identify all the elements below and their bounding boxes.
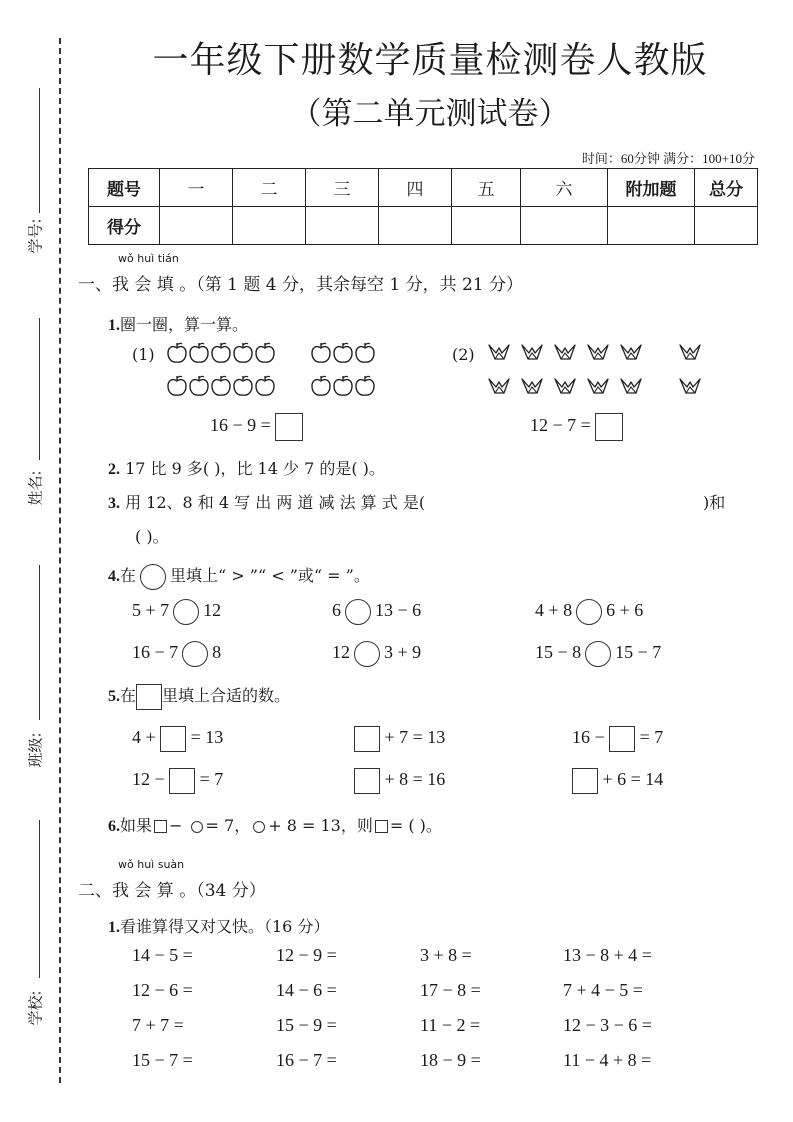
q1-eq2 <box>530 413 623 441</box>
score-cell[interactable] <box>695 207 758 245</box>
apple-icon <box>254 341 276 365</box>
answer-box[interactable] <box>354 726 380 752</box>
time-info: 时间：60分钟 满分：100+10分 <box>581 151 755 166</box>
apple-icon <box>166 374 188 398</box>
calc-item: 17 − 8 = <box>420 980 481 1000</box>
school-label: 学校: <box>26 990 45 1026</box>
paper-crane-icon <box>521 343 543 363</box>
calc-item: 14 − 6 = <box>276 980 337 1000</box>
calc-item: 12 − 9 = <box>276 945 337 965</box>
header-cell: 附加题 <box>608 169 695 207</box>
answer-box[interactable] <box>160 726 186 752</box>
apple-icon <box>354 374 376 398</box>
fill-right: = 7 <box>199 769 224 790</box>
q2-number: 2. <box>108 461 120 478</box>
paper-crane-icon <box>679 377 701 397</box>
fill-right: + 8 = 16 <box>384 769 446 790</box>
header-cell: 四 <box>379 169 452 207</box>
calc-item: 18 − 9 = <box>420 1050 481 1070</box>
q3-text-end: )和 <box>703 493 726 512</box>
paper-crane-icon <box>554 377 576 397</box>
compare-circle[interactable] <box>345 599 371 625</box>
fill-right: + 7 = 13 <box>384 727 446 748</box>
q1-prompt <box>108 312 248 335</box>
q2 <box>108 456 385 479</box>
q1-part2-label: (2) <box>452 345 475 364</box>
q5-number: 5. <box>108 688 120 705</box>
score-table-score-row <box>89 207 758 245</box>
q6-text: = 7， <box>205 816 251 835</box>
student-no-line <box>39 88 40 213</box>
score-cell[interactable] <box>306 207 379 245</box>
q3-line2: ( )。 <box>135 527 169 546</box>
compare-right: 13 − 6 <box>375 600 422 621</box>
answer-box[interactable] <box>169 768 195 794</box>
compare-circle[interactable] <box>576 599 602 625</box>
compare-item <box>132 641 221 667</box>
apple-icon <box>210 374 232 398</box>
apple-icon <box>210 341 232 365</box>
school-line <box>39 820 40 978</box>
apple-icon <box>254 374 276 398</box>
header-cell: 二 <box>233 169 306 207</box>
paper-crane-icon <box>488 343 510 363</box>
compare-left: 12 <box>332 642 350 663</box>
circle-symbol <box>253 821 265 833</box>
student-no-label: 学号: <box>26 218 45 254</box>
q1-eq1-text: 16 − 9 = <box>210 415 271 436</box>
box-symbol <box>136 684 162 710</box>
name-line <box>39 318 40 460</box>
fill-item <box>132 726 223 752</box>
apple-group-row2 <box>166 374 376 398</box>
apple-icon <box>332 374 354 398</box>
q1-part1-label: (1) <box>132 345 155 364</box>
fill-item <box>354 768 445 794</box>
calc-item: 7 + 4 − 5 = <box>563 980 643 1000</box>
score-cell[interactable] <box>160 207 233 245</box>
compare-circle[interactable] <box>585 641 611 667</box>
header-cell: 六 <box>521 169 608 207</box>
q3 <box>108 490 425 513</box>
crane-group-row1 <box>488 342 712 363</box>
compare-item <box>332 641 421 667</box>
apple-icon <box>232 341 254 365</box>
page-subtitle: （第二单元测试卷） <box>290 96 570 132</box>
s2-q1-number: 1. <box>108 919 120 936</box>
header-cell: 一 <box>160 169 233 207</box>
compare-item <box>535 599 643 625</box>
apple-icon <box>188 341 210 365</box>
compare-right: 12 <box>203 600 222 621</box>
score-cell[interactable] <box>608 207 695 245</box>
apple-icon <box>166 341 188 365</box>
header-cell: 五 <box>452 169 521 207</box>
fill-right: + 6 = 14 <box>602 769 664 790</box>
apple-icon <box>310 341 332 365</box>
compare-item <box>132 599 221 625</box>
compare-left: 16 − 7 <box>132 642 179 663</box>
apple-icon <box>188 374 210 398</box>
q4-number: 4. <box>108 568 120 585</box>
square-symbol <box>375 820 388 833</box>
answer-box[interactable] <box>354 768 380 794</box>
score-cell[interactable] <box>452 207 521 245</box>
calc-item: 15 − 7 = <box>132 1050 193 1070</box>
q2-text: 17 比 9 多( )，比 14 少 7 的是( )。 <box>125 459 385 478</box>
crane-group-row2 <box>488 376 712 397</box>
q5-prompt <box>108 683 290 710</box>
apple-icon <box>232 374 254 398</box>
q6-text: + 8 = 13，则 <box>268 816 373 835</box>
paper-crane-icon <box>521 377 543 397</box>
apple-icon <box>332 341 354 365</box>
answer-box[interactable] <box>275 413 303 441</box>
fill-left: 16 − <box>572 727 605 748</box>
compare-item <box>332 599 421 625</box>
score-table <box>88 168 758 245</box>
q5-text-b: 里填上合适的数。 <box>162 686 291 705</box>
compare-left: 6 <box>332 600 341 621</box>
page-title: 一年级下册数学质量检测卷人教版 <box>152 40 708 81</box>
q1-eq1 <box>210 413 303 441</box>
paper-crane-icon <box>620 377 642 397</box>
compare-item <box>535 641 661 667</box>
calc-item: 11 − 4 + 8 = <box>563 1050 652 1070</box>
q5-text-a: 在 <box>120 686 137 705</box>
section2-pinyin: wǒ huì suàn <box>118 858 185 871</box>
header-cell: 总分 <box>695 169 758 207</box>
q4-text-a: 在 <box>120 566 137 585</box>
q6-number: 6. <box>108 818 120 835</box>
class-line <box>39 565 40 720</box>
name-label: 姓名: <box>26 470 45 506</box>
q4-text-b: 里填上“ > ”“ < ”或“ = ”。 <box>170 566 370 585</box>
score-cell[interactable] <box>233 207 306 245</box>
paper-crane-icon <box>587 343 609 363</box>
q3-text: 用 12、8 和 4 写 出 两 道 减 法 算 式 是( <box>125 493 426 512</box>
compare-circle[interactable] <box>354 641 380 667</box>
calc-item: 15 − 9 = <box>276 1015 337 1035</box>
row-label-cell: 得分 <box>89 207 160 245</box>
compare-right: 3 + 9 <box>384 642 422 663</box>
class-label: 班级: <box>26 732 45 768</box>
header-cell: 题号 <box>89 169 160 207</box>
compare-left: 5 + 7 <box>132 600 170 621</box>
fill-item <box>132 768 223 794</box>
s2-q1-prompt <box>108 914 329 937</box>
answer-box[interactable] <box>572 768 598 794</box>
apple-group-row1 <box>166 341 376 365</box>
paper-crane-icon <box>620 343 642 363</box>
score-table-header-row <box>89 169 758 207</box>
calc-item: 3 + 8 = <box>420 945 472 965</box>
q6 <box>108 813 442 836</box>
q6-text: = ( )。 <box>389 816 442 835</box>
fill-item <box>354 726 445 752</box>
section2-title: 二、我 会 算 。（34 分） <box>78 881 266 901</box>
binding-dashed-line <box>59 38 61 1083</box>
calc-item: 11 − 2 = <box>420 1015 481 1035</box>
q6-text: 如果 <box>120 816 153 835</box>
section1-pinyin: wǒ huì tián <box>118 252 179 265</box>
apple-icon <box>310 374 332 398</box>
header-cell: 三 <box>306 169 379 207</box>
compare-left: 4 + 8 <box>535 600 573 621</box>
q1-eq2-text: 12 − 7 = <box>530 415 591 436</box>
fill-item <box>572 768 663 794</box>
compare-left: 15 − 8 <box>535 642 582 663</box>
q3-number: 3. <box>108 495 120 512</box>
q4-prompt <box>108 563 370 590</box>
answer-box[interactable] <box>609 726 635 752</box>
fill-right: = 13 <box>190 727 224 748</box>
paper-crane-icon <box>488 377 510 397</box>
calc-item: 7 + 7 = <box>132 1015 184 1035</box>
score-cell[interactable] <box>521 207 608 245</box>
calc-item: 12 − 3 − 6 = <box>563 1015 652 1035</box>
compare-right: 15 − 7 <box>615 642 662 663</box>
calc-item: 16 − 7 = <box>276 1050 337 1070</box>
score-cell[interactable] <box>379 207 452 245</box>
compare-circle[interactable] <box>182 641 208 667</box>
compare-right: 8 <box>212 642 222 663</box>
fill-left: 12 − <box>132 769 165 790</box>
compare-right: 6 + 6 <box>606 600 644 621</box>
square-symbol <box>154 820 167 833</box>
answer-box[interactable] <box>595 413 623 441</box>
compare-circle[interactable] <box>173 599 199 625</box>
s2-q1-text: 看谁算得又对又快。（16 分） <box>120 917 330 936</box>
paper-crane-icon <box>679 343 701 363</box>
fill-left: 4 + <box>132 727 156 748</box>
q1-text: 圈一圈，算一算。 <box>120 315 249 334</box>
q6-text: − <box>169 816 188 835</box>
apple-icon <box>354 341 376 365</box>
fill-right: = 7 <box>639 727 664 748</box>
paper-crane-icon <box>587 377 609 397</box>
calc-item: 14 − 5 = <box>132 945 193 965</box>
fill-item <box>572 726 663 752</box>
circle-symbol <box>191 821 203 833</box>
section1-title: 一、我 会 填 。（第 1 题 4 分，其余每空 1 分，共 21 分） <box>78 275 524 295</box>
calc-item: 13 − 8 + 4 = <box>563 945 652 965</box>
circle-symbol <box>140 564 166 590</box>
paper-crane-icon <box>554 343 576 363</box>
calc-item: 12 − 6 = <box>132 980 193 1000</box>
q1-number: 1. <box>108 317 120 334</box>
